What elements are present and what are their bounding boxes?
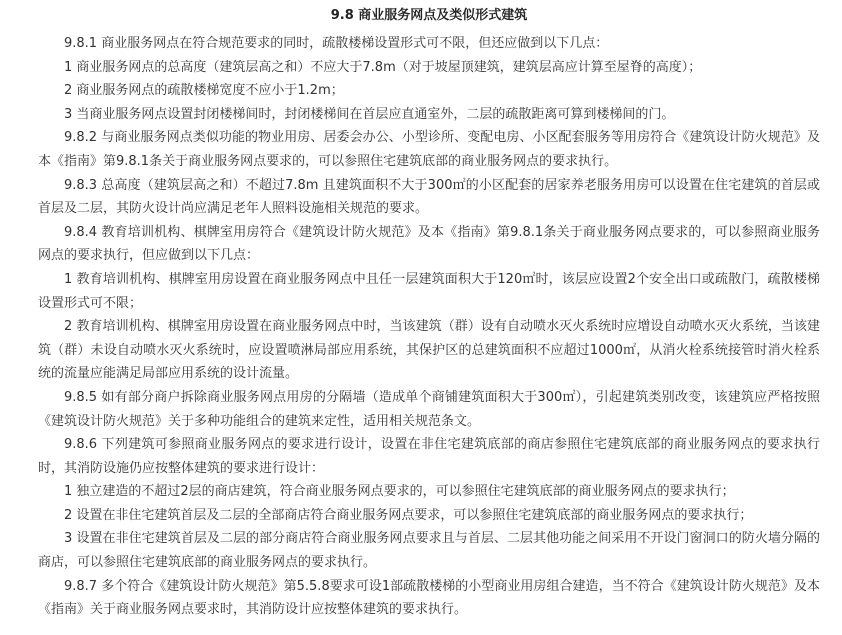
clause-9-8-1: 9.8.1 商业服务网点在符合规范要求的同时，疏散楼梯设置形式可不限，但还应做到以下几点： [64,36,609,51]
clause-9-8-5: 9.8.5 如有部分商户拆除商业服务网点用房的分隔墙（造成单个商铺建筑面积大于300㎡），引起建筑类别改变，该建筑应严格按照《建筑设计防火规范》关于多种功能组合的建筑来定性，适用相关规范条文。 [38,389,820,429]
clause-9-8-2: 9.8.2 与商业服务网点类似功能的物业用房、居委会办公、小型诊所、变配电房、小区配套服务等用房符合《建筑设计防火规范》及本《指南》第9.8.1条关于商业服务网点要求的，可以参照住宅建筑底部的商业服务网点的要求执行。 [38,130,820,169]
clause-9-8-1-item-2: 2 商业服务网点的疏散楼梯宽度不应小于1.2m； [64,83,344,99]
clause-9-8-6-item-1: 1 独立建造的不超过2层的商店建筑，符合商业服务网点要求的，可以参照住宅建筑底部的商业服务网点的要求执行； [64,484,735,500]
clause-9-8-6: 9.8.6 下列建筑可参照商业服务网点的要求进行设计，设置在非住宅建筑底部的商店参照住宅建筑底部的商业服务网点的要求执行时，其消防设施仍应按整体建筑的要求进行设计： [38,437,820,476]
clause-9-8-6-item-2: 2 设置在非住宅建筑首层及二层的全部商店符合商业服务网点要求，可以参照住宅建筑底部的商业服务网点的要求执行； [64,507,753,523]
clause-9-8-4-item-2: 2 教育培训机构、棋牌室用房设置在商业服务网点中时，当该建筑（群）设有自动喷水灭火系统时应增设自动喷水灭火系统，当该建筑（群）未设自动喷水灭火系统时，应设置喷淋局部应用系统，其保护区的总建筑面积不应超过1000㎡，从消火栓系统接管时消火栓系统的流量应能满足局部应用系统的设计流量。 [38,319,820,382]
clause-9-8-7: 9.8.7 多个符合《建筑设计防火规范》第5.5.8要求可设1部疏散楼梯的小型商业用房组合建造，当不符合《建筑设计防火规范》及本《指南》关于商业服务网点要求时，其消防设计应按整体建筑的要求执行。 [38,578,820,618]
clause-9-8-6-item-3: 3 设置在非住宅建筑首层及二层的部分商店符合商业服务网点要求且与首层、二层其他功能之间采用不开设门窗洞口的防火墙分隔的商店，可以参照住宅建筑底部的商业服务网点的要求执行。 [38,531,820,571]
section-title: 9.8 商业服务网点及类似形式建筑 [330,8,528,23]
clause-9-8-1-item-3: 3 当商业服务网点设置封闭楼梯间时，封闭楼梯间在首层应直通室外，二层的疏散距离可算到楼梯间的门。 [64,106,675,122]
clause-9-8-4: 9.8.4 教育培训机构、棋牌室用房符合《建筑设计防火规范》及本《指南》第9.8.1条关于商业服务网点要求的，可以参照商业服务网点的要求执行，但应做到以下几点： [38,224,820,264]
clause-9-8-1-item-1: 1 商业服务网点的总高度（建筑层高之和）不应大于7.8m（对于坡屋顶建筑，建筑层高应计算至屋脊的高度）； [64,59,702,75]
clause-9-8-3: 9.8.3 总高度（建筑层高之和）不超过7.8m 且建筑面积不大于300㎡的小区配套的居家养老服务用房可以设置在住宅建筑的首层或首层及二层，其防火设计尚应满足老年人照料设施相关规范的要求。 [38,177,820,217]
clause-9-8-4-item-1: 1 教育培训机构、棋牌室用房设置在商业服务网点中且任一层建筑面积大于120㎡时，该层应设置2个安全出口或疏散门，疏散楼梯设置形式可不限； [38,271,820,311]
